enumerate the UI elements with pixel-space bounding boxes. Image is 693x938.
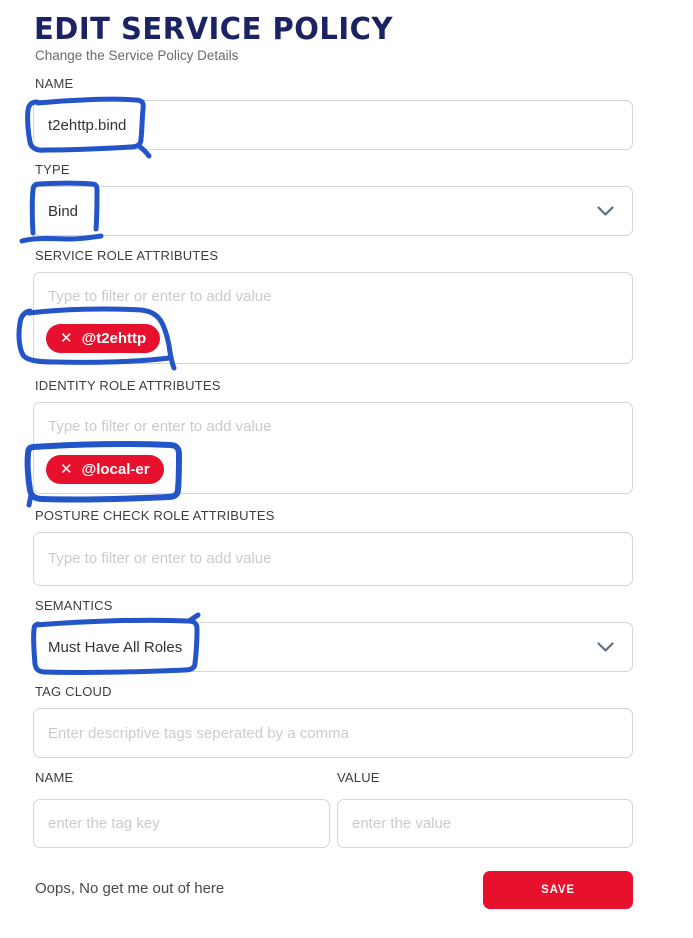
posture-check-placeholder: Type to filter or enter to add value	[48, 550, 272, 567]
remove-tag-icon[interactable]: ✕	[60, 330, 73, 347]
tag-cloud-label: TAG CLOUD	[35, 684, 112, 699]
service-role-attributes-box[interactable]	[33, 272, 633, 364]
posture-check-role-attributes-box[interactable]	[33, 532, 633, 586]
page-title: EDIT SERVICE POLICY	[34, 11, 393, 47]
service-role-placeholder: Type to filter or enter to add value	[48, 288, 272, 305]
identity-role-tag[interactable]	[46, 455, 164, 484]
identity-role-tag-label: @local-er	[81, 461, 150, 478]
semantics-select[interactable]	[33, 622, 633, 672]
identity-role-attributes-label: IDENTITY ROLE ATTRIBUTES	[35, 378, 221, 393]
save-button[interactable]: SAVE	[483, 871, 633, 909]
escape-link[interactable]: Oops, No get me out of here	[35, 880, 225, 897]
tag-name-label: NAME	[35, 770, 74, 785]
name-label: NAME	[35, 76, 74, 91]
semantics-label: SEMANTICS	[35, 598, 113, 613]
posture-check-role-attributes-label: POSTURE CHECK ROLE ATTRIBUTES	[35, 508, 275, 523]
remove-tag-icon[interactable]: ✕	[60, 461, 73, 478]
tag-value-label: VALUE	[337, 770, 380, 785]
chevron-down-icon	[597, 206, 614, 217]
tag-key-input[interactable]	[33, 799, 330, 848]
identity-role-placeholder: Type to filter or enter to add value	[48, 418, 272, 435]
service-role-attributes-label: SERVICE ROLE ATTRIBUTES	[35, 248, 219, 263]
name-input[interactable]	[33, 100, 633, 150]
tag-value-input[interactable]	[337, 799, 633, 848]
chevron-down-icon	[597, 642, 614, 653]
identity-role-attributes-box[interactable]	[33, 402, 633, 494]
service-role-tag-label: @t2ehttp	[81, 330, 147, 347]
service-role-tag[interactable]	[46, 324, 160, 353]
page-subtitle: Change the Service Policy Details	[35, 48, 239, 63]
annotation-semantics-tail	[189, 615, 198, 621]
type-select-value: Bind	[48, 202, 79, 220]
tag-cloud-input[interactable]	[33, 708, 633, 758]
type-label: TYPE	[35, 162, 70, 177]
annotation-identity-tail	[29, 495, 31, 505]
annotation-type-bottom	[22, 236, 101, 241]
type-select[interactable]	[33, 186, 633, 236]
semantics-select-value: Must Have All Roles	[48, 638, 183, 656]
